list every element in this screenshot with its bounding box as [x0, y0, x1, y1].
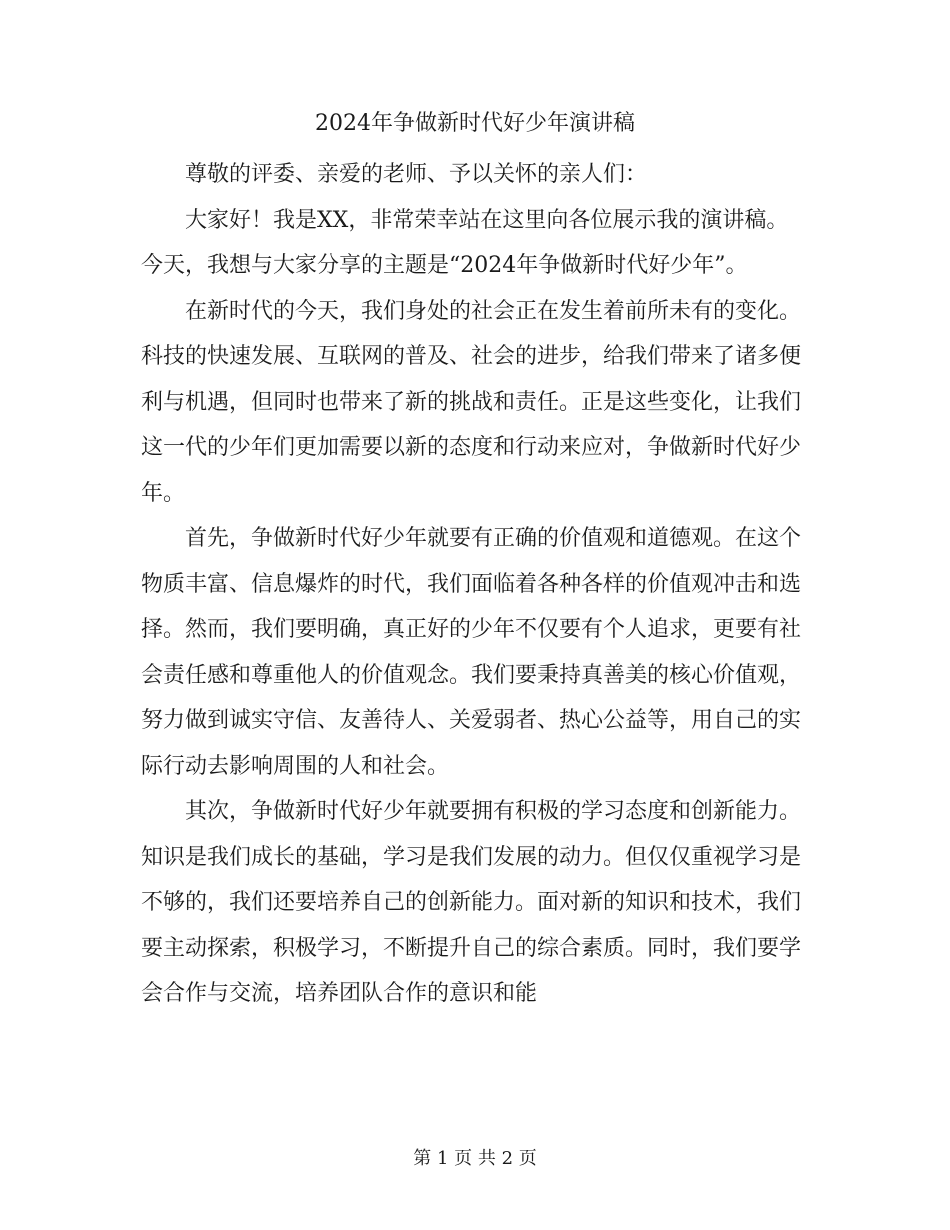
body-paragraph: 在新时代的今天，我们身处的社会正在发生着前所未有的变化。科技的快速发展、互联网的普及、社会的进步，给我们带来了诸多便利与机遇，但同时也带来了新的挑战和责任。正是这些变化，让我们这一代的少年们更加需要以新的态度和行动来应对，争做新时代好少年。	[141, 298, 802, 506]
intro-paragraph: 大家好！我是XX，非常荣幸站在这里向各位展示我的演讲稿。今天，我想与大家分享的主题是“2024年争做新时代好少年”。	[141, 207, 789, 278]
document-title: 2024年争做新时代好少年演讲稿	[315, 111, 635, 136]
salutation-paragraph: 尊敬的评委、亲爱的老师、予以关怀的亲人们：	[185, 162, 648, 187]
document-body	[141, 152, 801, 1017]
body-paragraph: 其次，争做新时代好少年就要拥有积极的学习态度和创新能力。知识是我们成长的基础，学习是我们发展的动力。但仅仅重视学习是不够的，我们还要培养自己的创新能力。面对新的知识和技术，我们要主动探索，积极学习，不断提升自己的综合素质。同时，我们要学会合作与交流，培养团队合作的意识和能	[141, 799, 802, 1006]
body-paragraph: 首先，争做新时代好少年就要有正确的价值观和道德观。在这个物质丰富、信息爆炸的时代，我们面临着各种各样的价值观冲击和选择。然而，我们要明确，真正好的少年不仅要有个人追求，更要有社会责任感和尊重他人的价值观念。我们要秉持真善美的核心价值观，努力做到诚实守信、友善待人、关爱弱者、热心公益等，用自己的实际行动去影响周围的人和社会。	[141, 526, 802, 779]
page-number-footer: 第 1 页 共 2 页	[413, 1148, 537, 1169]
